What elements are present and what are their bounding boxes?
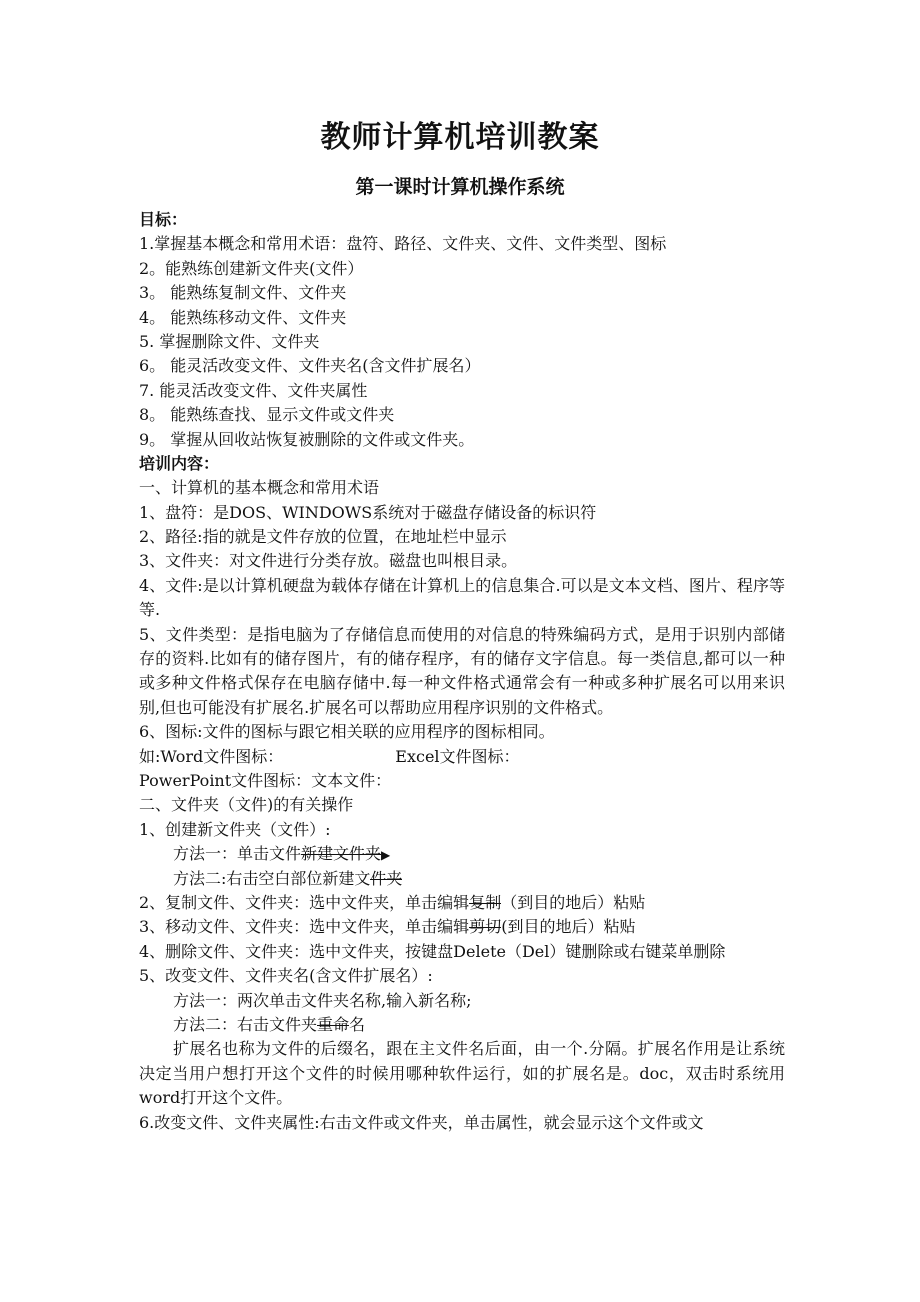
- objective-item: 4。 能熟练移动文件、文件夹: [139, 307, 347, 327]
- paragraph: 3、移动文件、文件夹：选中文件夹，单击编辑剪切(到目的地后）粘贴: [139, 917, 636, 937]
- paragraph: 5、改变文件、文件夹名(含文件扩展名）:: [139, 966, 433, 986]
- objective-item: 8。 能熟练查找、显示文件或文件夹: [139, 405, 395, 425]
- objectives-heading: 目标：: [139, 210, 188, 229]
- paragraph: 2、复制文件、文件夹：选中文件夹，单击编辑复制（到目的地后）粘贴: [139, 893, 646, 913]
- document-body: [139, 208, 785, 1135]
- paragraph: 5、文件类型：是指电脑为了存储信息而使用的对信息的特殊编码方式，是用于识别内部储存的资料.比如有的储存图片，有的储存程序，有的储存文字信息。每一类信息,都可以一种或多种文件格式保存在电脑存储中.每一种文件格式通常会有一种或多种扩展名可以用来识别,但也可能没有扩展名.扩展名可以帮助应用程序识别的文件格式。: [139, 624, 785, 717]
- paragraph: 6.改变文件、文件夹属性:右击文件或文件夹，单击属性，就会显示这个文件或文: [139, 1112, 704, 1132]
- method-line: 方法一：两次单击文件夹名称,输入新名称;: [173, 990, 472, 1010]
- paragraph: 1、创建新文件夹（文件）:: [139, 819, 331, 839]
- objective-item: 6。 能灵活改变文件、文件夹名(含文件扩展名）: [139, 356, 481, 376]
- paragraph: PowerPoint文件图标：文本文件：: [139, 771, 392, 791]
- paragraph: 扩展名也称为文件的后缀名，跟在主文件名后面，由一个.分隔。扩展名作用是让系统决定当用户想打开这个文件的时候用哪种软件运行，如的扩展名是。doc，双击时系统用word打开这个文件。: [139, 1039, 785, 1108]
- word-icon-label: 如:Word文件图标：: [139, 746, 284, 766]
- page-title: 教师计算机培训教案: [320, 120, 600, 155]
- page-subtitle: 第一课时计算机操作系统: [355, 176, 565, 198]
- arrow-right-icon: ▶: [381, 847, 391, 862]
- icon-examples-line: [139, 745, 785, 769]
- paragraph: 3、文件夹：对文件进行分类存放。磁盘也叫根目录。: [139, 551, 518, 571]
- section-heading: 二、文件夹（文件)的有关操作: [139, 795, 354, 815]
- paragraph: 6、图标:文件的图标与跟它相关联的应用程序的图标相同。: [139, 722, 555, 742]
- paragraph: 1、盘符：是DOS、WINDOWS系统对于磁盘存储设备的标识符: [139, 502, 597, 522]
- objective-item: 5. 掌握删除文件、文件夹: [139, 331, 320, 351]
- objective-item: 3。 能熟练复制文件、文件夹: [139, 283, 347, 303]
- paragraph: 2、路径:指的就是文件存放的位置，在地址栏中显示: [139, 527, 507, 547]
- objective-item: 7. 能灵活改变文件、文件夹属性: [139, 380, 368, 400]
- paragraph: 4、文件:是以计算机硬盘为载体存储在计算机上的信息集合.可以是文本文档、图片、程序等等.: [139, 575, 785, 620]
- objective-item: 9。 掌握从回收站恢复被删除的文件或文件夹。: [139, 429, 475, 449]
- method-line: 方法二：右击文件夹重命名: [173, 1015, 366, 1034]
- method-line: 方法一：单击文件新建文件夹▶: [139, 842, 785, 866]
- content-heading: 培训内容：: [139, 453, 220, 473]
- objective-item: 1.掌握基本概念和常用术语：盘符、路径、文件夹、文件、文件类型、图标: [139, 234, 667, 254]
- section-heading: 一、计算机的基本概念和常用术语: [139, 478, 380, 498]
- objective-item: 2。能熟练创建新文件夹(文件）: [139, 258, 364, 278]
- method-line: 方法二:右击空白部位新建文件夹: [173, 868, 403, 888]
- excel-icon-label: Excel文件图标：: [395, 746, 520, 766]
- paragraph: 4、删除文件、文件夹：选中文件夹，按键盘Delete（Del）键删除或右键菜单删除: [139, 941, 726, 961]
